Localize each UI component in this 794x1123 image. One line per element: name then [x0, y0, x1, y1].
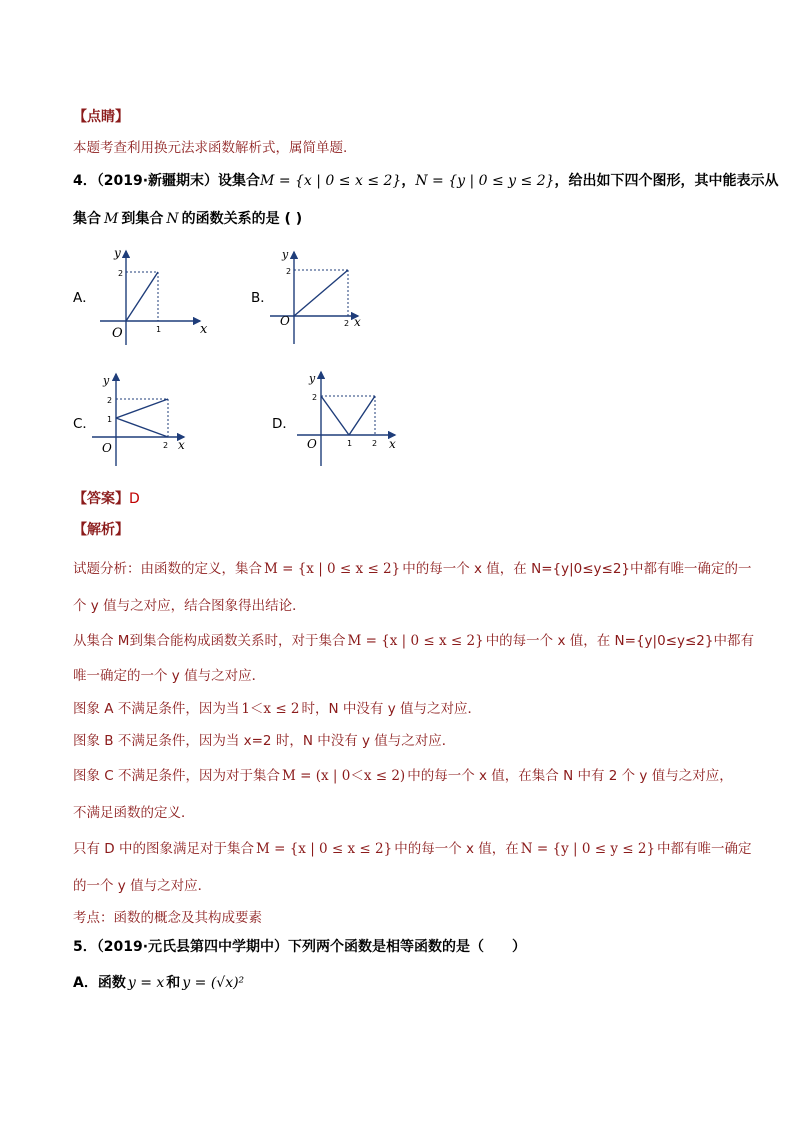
- question-5-option-a: [73, 972, 246, 992]
- set-n-symbol: N: [166, 211, 179, 227]
- analysis-p6-line1: [73, 837, 752, 857]
- analysis-p3: [73, 697, 481, 717]
- x-axis-label: x: [389, 437, 396, 451]
- text: 试题分析：由函数的定义，集合: [73, 561, 262, 577]
- text: 到集合: [121, 211, 164, 227]
- answer: [73, 488, 140, 508]
- origin-label: O: [307, 437, 317, 451]
- analysis-p2-line1: [73, 629, 754, 649]
- question-5-text: 下列两个函数是相等函数的是（ ）: [288, 939, 527, 955]
- option-a-graph: [100, 245, 220, 349]
- answer-value: D: [129, 491, 140, 507]
- option-c-label: C．: [73, 416, 96, 432]
- analysis-p5-line2: 不满足函数的定义．: [73, 805, 195, 821]
- option-d-label: D．: [272, 416, 296, 432]
- origin-label: O: [112, 326, 123, 341]
- text: 和: [166, 975, 181, 991]
- text: 图象 C 不满足条件，因为对于集合: [73, 768, 281, 784]
- analysis-p4: 图象 B 不满足条件，因为当 x=2 时，N 中没有 y 值与之对应．: [73, 733, 456, 749]
- y-axis-label: y: [282, 248, 289, 261]
- set-m-formula: M = {x | 0 ≤ x ≤ 2}: [264, 561, 401, 577]
- text: 的函数关系的是 ( ): [181, 211, 303, 227]
- y-axis-label: y: [114, 246, 121, 260]
- text: 中的每一个 x 值，在 N={y|0≤y≤2}中都有唯一确定的一: [402, 561, 752, 577]
- question-5-number: 5．: [73, 939, 97, 955]
- x-tick: 2: [344, 319, 350, 328]
- text: 中的每一个 x 值，在 N={y|0≤y≤2}中都有: [485, 633, 754, 649]
- origin-label: O: [102, 441, 112, 455]
- option-a-label: A．函数: [73, 975, 126, 991]
- set-m-symbol: M: [104, 211, 119, 227]
- kaodian: 考点：函数的概念及其构成要素: [73, 910, 262, 926]
- y-tick: 2: [118, 269, 124, 278]
- option-b-graph: [270, 248, 390, 352]
- x-tick-1: 1: [347, 439, 353, 448]
- origin-label: O: [280, 314, 290, 328]
- question-5: [73, 936, 526, 956]
- condition-formula: 1＜x ≤ 2: [241, 701, 300, 717]
- x-axis-label: x: [354, 315, 361, 329]
- analysis-p5-line1: [73, 764, 733, 784]
- x-axis-label: x: [178, 438, 185, 452]
- x-axis-label: x: [200, 322, 208, 337]
- set-m-formula: M = (x | 0＜x ≤ 2): [282, 768, 406, 784]
- y-tick: 2: [312, 393, 318, 402]
- function-2: y = (√x)²: [182, 975, 245, 991]
- x-tick: 1: [156, 325, 162, 334]
- question-5-source: （2019·元氏县第四中学期中）: [96, 939, 289, 955]
- text: 时，N 中没有 y 值与之对应．: [301, 701, 481, 717]
- y-tick: 2: [286, 267, 292, 276]
- option-a-label: A．: [73, 290, 96, 306]
- question-4-text: 设集合: [218, 173, 261, 189]
- analysis-p1-line2: 个 y 值与之对应，结合图象得出结论．: [73, 598, 306, 614]
- analysis-p1-line1: [73, 557, 752, 577]
- text: 中都有唯一确定: [657, 841, 752, 857]
- separator: ，: [401, 173, 416, 189]
- option-d-graph: [297, 368, 407, 472]
- x-tick-2: 2: [372, 439, 378, 448]
- dianjing-heading: 【点睛】: [73, 109, 129, 125]
- dianjing-text: 本题考查利用换元法求函数解析式，属简单题.: [73, 140, 348, 156]
- set-m-formula: M = {x | 0 ≤ x ≤ 2}: [347, 633, 484, 649]
- analysis-heading: 【解析】: [73, 522, 129, 538]
- analysis-p6-line2: 的一个 y 值与之对应．: [73, 878, 212, 894]
- text: 集合: [73, 211, 101, 227]
- text: 中的每一个 x 值，在集合 N 中有 2 个 y 值与之对应，: [407, 768, 733, 784]
- question-4-line-1: [73, 170, 779, 190]
- option-b-label: B．: [251, 290, 274, 306]
- set-n-formula: N = {y | 0 ≤ y ≤ 2}: [415, 173, 555, 189]
- function-1: y = x: [127, 975, 165, 991]
- set-m-formula: M = {x | 0 ≤ x ≤ 2}: [255, 841, 393, 857]
- option-c-graph: [92, 370, 202, 474]
- x-tick: 2: [163, 441, 169, 450]
- answer-heading: 【答案】: [73, 491, 129, 507]
- y-axis-label: y: [309, 372, 316, 385]
- set-n-formula: N = {y | 0 ≤ y ≤ 2}: [520, 841, 656, 857]
- question-4-text-cont: ，给出如下四个图形，其中能表示从: [554, 173, 779, 189]
- question-4-line-2: [73, 208, 302, 228]
- y-axis-label: y: [103, 374, 110, 387]
- text: 图象 A 不满足条件，因为当: [73, 701, 240, 717]
- text: 中的每一个 x 值，在: [394, 841, 519, 857]
- question-4-source: （2019·新疆期末）: [96, 173, 219, 189]
- question-4-number: 4．: [73, 173, 97, 189]
- text: 从集合 M到集合能构成函数关系时，对于集合: [73, 633, 346, 649]
- set-m-formula: M = {x | 0 ≤ x ≤ 2}: [260, 173, 402, 189]
- analysis-p2-line2: 唯一确定的一个 y 值与之对应．: [73, 668, 266, 684]
- text: 只有 D 中的图象满足对于集合: [73, 841, 254, 857]
- y-tick-2: 2: [107, 396, 113, 405]
- y-tick-1: 1: [107, 415, 113, 424]
